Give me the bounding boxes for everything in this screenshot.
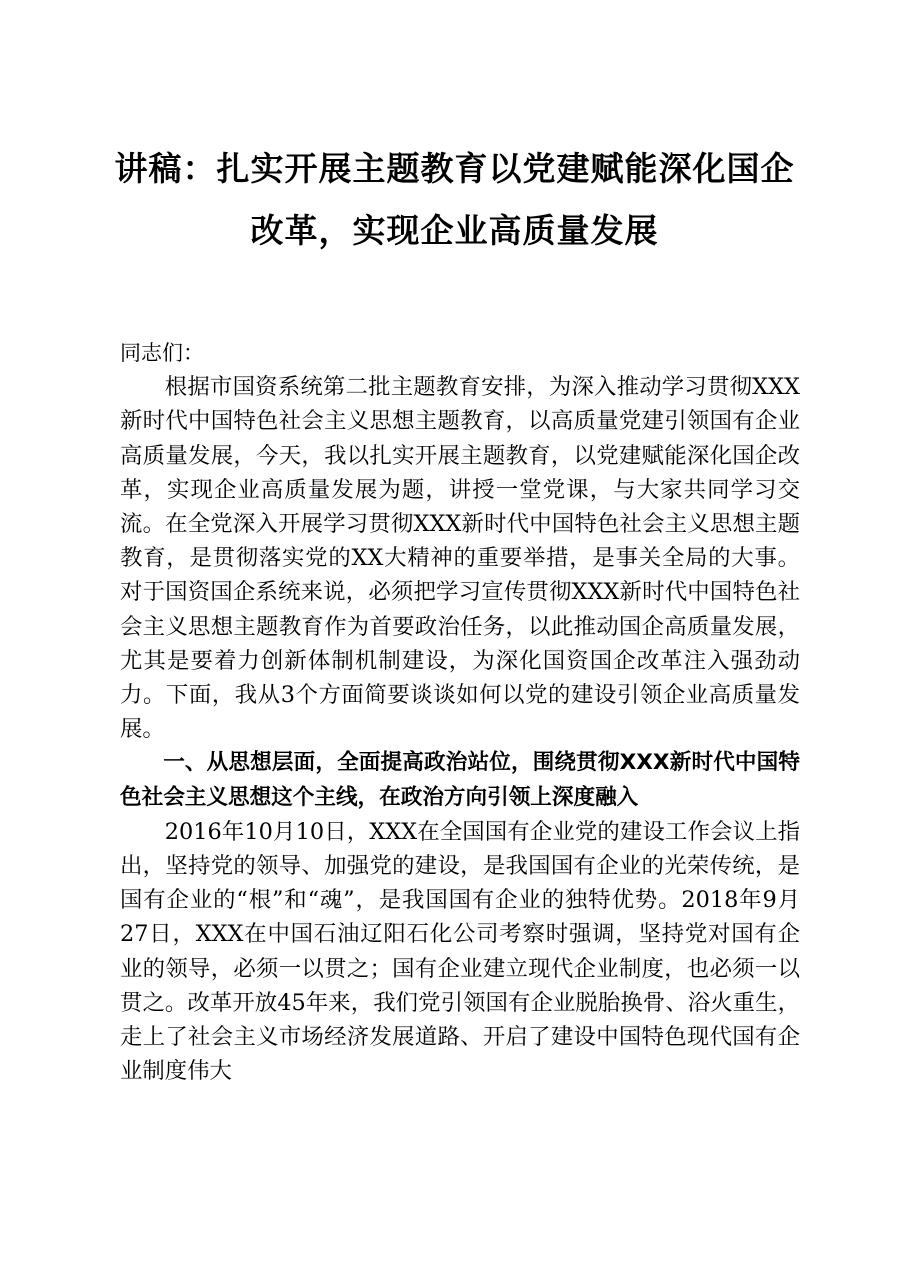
section-heading-1: 一、从思想层面，全面提高政治站位，围绕贯彻XXX新时代中国特色社会主义思想这个主线，在政治方向引领上深度融入 <box>120 750 800 810</box>
document-title <box>100 138 809 262</box>
document-body <box>120 336 800 1088</box>
paragraph-section-1: 2016年10月10日，XXX在全国国有企业党的建设工作会议上指出，坚持党的领导、加强党的建设，是我国国有企业的光荣传统，是国有企业的“根”和“魂”，是我国国有企业的独特优势。2018年9月27日，XXX在中国石油辽阳石化公司考察时强调，坚持党对国有企业的领导，必须一以贯之；国有企业建立现代企业制度，也必须一以贯之。改革开放45年来，我们党引领国有企业脱胎换骨、浴火重生，走上了社会主义市场经济发展道路、开启了建设中国特色现代国有企业制度伟大 <box>120 818 800 1085</box>
salutation: 同志们： <box>120 341 204 365</box>
title-line-1: 讲稿：扎实开展主题教育以党建赋能深化国企 <box>114 149 795 188</box>
title-line-2: 改革，实现企业高质量发展 <box>250 211 659 250</box>
paragraph-intro: 根据市国资系统第二批主题教育安排，为深入推动学习贯彻XXX新时代中国特色社会主义思想主题教育，以高质量党建引领国有企业高质量发展，今天，我以扎实开展主题教育，以党建赋能深化国企改革，实现企业高质量发展为题，讲授一堂党课，与大家共同学习交流。在全党深入开展学习贯彻XXX新时代中国特色社会主义思想主题教育，是贯彻落实党的XX大精神的重要举措，是事关全局的大事。对于国资国企系统来说，必须把学习宣传贯彻XXX新时代中国特色社会主义思想主题教育作为首要政治任务，以此推动国企高质量发展，尤其是要着力创新体制机制建设，为深化国资国企改革注入强劲动力。下面，我从3个方面简要谈谈如何以党的建设引领企业高质量发展。 <box>120 374 800 743</box>
